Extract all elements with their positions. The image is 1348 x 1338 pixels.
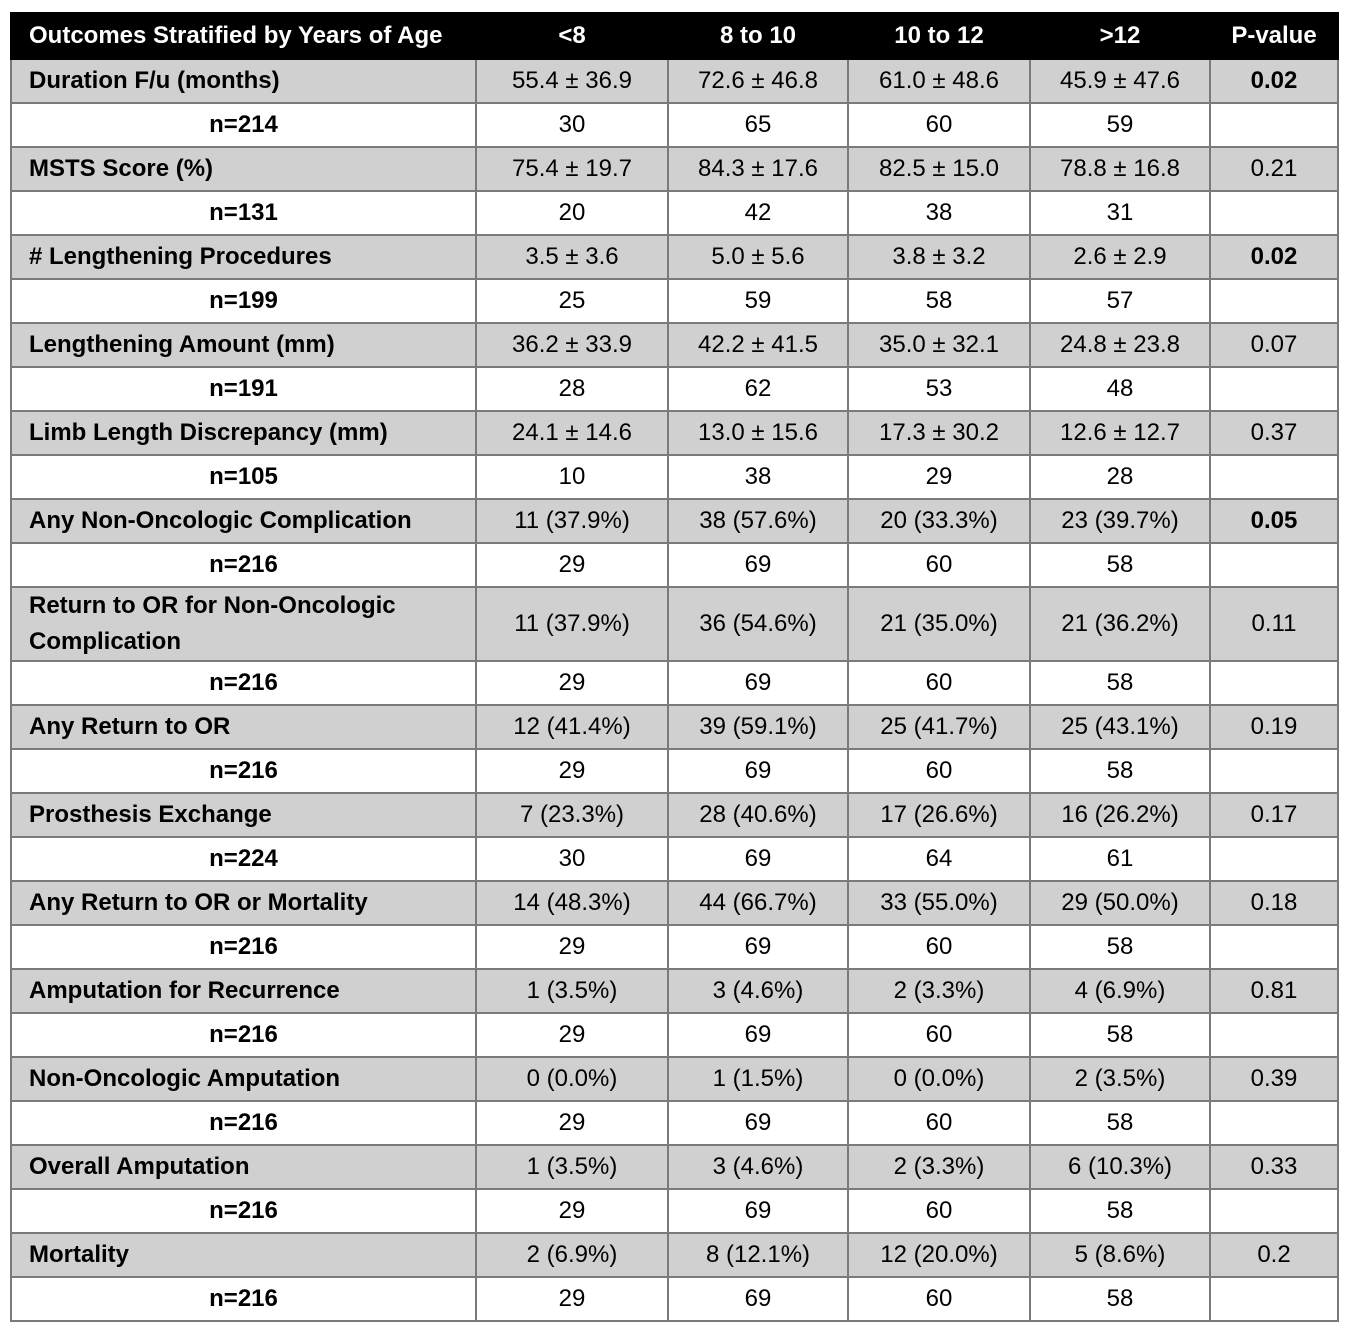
count-value: 25 — [476, 279, 668, 323]
count-value: 62 — [668, 367, 848, 411]
outcome-value: 38 (57.6%) — [668, 499, 848, 543]
count-value: 58 — [1030, 925, 1210, 969]
count-row — [11, 661, 1338, 705]
count-value: 69 — [668, 1013, 848, 1057]
pvalue-cell: 0.37 — [1210, 411, 1338, 455]
count-value: 59 — [668, 279, 848, 323]
outcome-value: 45.9 ± 47.6 — [1030, 59, 1210, 103]
sample-size-label: n=214 — [11, 103, 476, 147]
count-value: 29 — [476, 1277, 668, 1321]
pvalue-cell: 0.02 — [1210, 59, 1338, 103]
outcome-value: 20 (33.3%) — [848, 499, 1030, 543]
outcome-value: 1 (3.5%) — [476, 969, 668, 1013]
outcome-row — [11, 969, 1338, 1013]
count-value: 29 — [476, 1013, 668, 1057]
outcome-row — [11, 59, 1338, 103]
empty-pvalue-cell — [1210, 1101, 1338, 1145]
outcome-value: 11 (37.9%) — [476, 499, 668, 543]
count-value: 29 — [476, 749, 668, 793]
sample-size-label: n=191 — [11, 367, 476, 411]
outcome-label: Any Return to OR or Mortality — [11, 881, 476, 925]
outcome-label: Duration F/u (months) — [11, 59, 476, 103]
outcome-value: 25 (43.1%) — [1030, 705, 1210, 749]
outcome-value: 17.3 ± 30.2 — [848, 411, 1030, 455]
outcome-row — [11, 411, 1338, 455]
outcome-row — [11, 147, 1338, 191]
count-value: 69 — [668, 1101, 848, 1145]
header-title: Outcomes Stratified by Years of Age — [11, 13, 476, 59]
outcome-value: 44 (66.7%) — [668, 881, 848, 925]
sample-size-label: n=224 — [11, 837, 476, 881]
pvalue-cell: 0.02 — [1210, 235, 1338, 279]
sample-size-label: n=105 — [11, 455, 476, 499]
outcome-label: Non-Oncologic Amputation — [11, 1057, 476, 1101]
outcome-label: Limb Length Discrepancy (mm) — [11, 411, 476, 455]
empty-pvalue-cell — [1210, 103, 1338, 147]
empty-pvalue-cell — [1210, 925, 1338, 969]
table-header — [11, 13, 1338, 59]
empty-pvalue-cell — [1210, 837, 1338, 881]
count-value: 61 — [1030, 837, 1210, 881]
outcome-row — [11, 1233, 1338, 1277]
header-col-8-to-10: 8 to 10 — [668, 13, 848, 59]
outcome-value: 84.3 ± 17.6 — [668, 147, 848, 191]
empty-pvalue-cell — [1210, 455, 1338, 499]
outcome-value: 82.5 ± 15.0 — [848, 147, 1030, 191]
outcome-value: 33 (55.0%) — [848, 881, 1030, 925]
count-value: 30 — [476, 103, 668, 147]
outcome-value: 55.4 ± 36.9 — [476, 59, 668, 103]
outcome-value: 2 (3.3%) — [848, 1145, 1030, 1189]
outcome-row — [11, 499, 1338, 543]
outcomes-table — [10, 12, 1339, 1322]
outcome-row — [11, 1057, 1338, 1101]
count-value: 58 — [1030, 1101, 1210, 1145]
outcome-row — [11, 793, 1338, 837]
count-row — [11, 279, 1338, 323]
count-value: 59 — [1030, 103, 1210, 147]
outcome-label: Any Non-Oncologic Complication — [11, 499, 476, 543]
count-value: 29 — [476, 543, 668, 587]
count-value: 64 — [848, 837, 1030, 881]
empty-pvalue-cell — [1210, 1189, 1338, 1233]
count-value: 57 — [1030, 279, 1210, 323]
outcome-value: 5 (8.6%) — [1030, 1233, 1210, 1277]
empty-pvalue-cell — [1210, 367, 1338, 411]
count-value: 28 — [476, 367, 668, 411]
outcome-value: 23 (39.7%) — [1030, 499, 1210, 543]
outcome-label: MSTS Score (%) — [11, 147, 476, 191]
outcome-value: 17 (26.6%) — [848, 793, 1030, 837]
outcome-value: 0 (0.0%) — [848, 1057, 1030, 1101]
sample-size-label: n=216 — [11, 1189, 476, 1233]
pvalue-cell: 0.05 — [1210, 499, 1338, 543]
count-row — [11, 749, 1338, 793]
count-value: 48 — [1030, 367, 1210, 411]
sample-size-label: n=216 — [11, 749, 476, 793]
count-value: 29 — [848, 455, 1030, 499]
count-value: 60 — [848, 103, 1030, 147]
outcome-value: 0 (0.0%) — [476, 1057, 668, 1101]
count-value: 58 — [1030, 1277, 1210, 1321]
outcome-value: 29 (50.0%) — [1030, 881, 1210, 925]
empty-pvalue-cell — [1210, 1277, 1338, 1321]
count-value: 69 — [668, 837, 848, 881]
count-value: 65 — [668, 103, 848, 147]
outcome-value: 24.8 ± 23.8 — [1030, 323, 1210, 367]
outcome-value: 61.0 ± 48.6 — [848, 59, 1030, 103]
outcome-value: 72.6 ± 46.8 — [668, 59, 848, 103]
count-row — [11, 543, 1338, 587]
count-value: 69 — [668, 661, 848, 705]
outcome-value: 3.8 ± 3.2 — [848, 235, 1030, 279]
count-row — [11, 455, 1338, 499]
count-row — [11, 837, 1338, 881]
header-col-over-12: >12 — [1030, 13, 1210, 59]
outcome-label: # Lengthening Procedures — [11, 235, 476, 279]
outcome-value: 16 (26.2%) — [1030, 793, 1210, 837]
pvalue-cell: 0.18 — [1210, 881, 1338, 925]
outcome-value: 12.6 ± 12.7 — [1030, 411, 1210, 455]
outcome-label: Amputation for Recurrence — [11, 969, 476, 1013]
outcome-value: 3 (4.6%) — [668, 1145, 848, 1189]
outcome-value: 12 (41.4%) — [476, 705, 668, 749]
header-col-under-8: <8 — [476, 13, 668, 59]
outcome-value: 78.8 ± 16.8 — [1030, 147, 1210, 191]
outcome-value: 39 (59.1%) — [668, 705, 848, 749]
outcome-value: 21 (35.0%) — [848, 587, 1030, 661]
outcome-row — [11, 235, 1338, 279]
outcome-row — [11, 881, 1338, 925]
outcome-value: 13.0 ± 15.6 — [668, 411, 848, 455]
pvalue-cell: 0.39 — [1210, 1057, 1338, 1101]
outcome-label: Lengthening Amount (mm) — [11, 323, 476, 367]
outcome-value: 3 (4.6%) — [668, 969, 848, 1013]
sample-size-label: n=216 — [11, 925, 476, 969]
sample-size-label: n=199 — [11, 279, 476, 323]
outcome-row — [11, 705, 1338, 749]
count-value: 29 — [476, 661, 668, 705]
outcome-label: Prosthesis Exchange — [11, 793, 476, 837]
count-value: 29 — [476, 1101, 668, 1145]
count-value: 60 — [848, 1277, 1030, 1321]
outcome-value: 1 (3.5%) — [476, 1145, 668, 1189]
header-col-10-to-12: 10 to 12 — [848, 13, 1030, 59]
outcome-label: Any Return to OR — [11, 705, 476, 749]
count-value: 60 — [848, 1189, 1030, 1233]
outcome-value: 36 (54.6%) — [668, 587, 848, 661]
outcome-value: 12 (20.0%) — [848, 1233, 1030, 1277]
count-row — [11, 1013, 1338, 1057]
count-value: 69 — [668, 925, 848, 969]
pvalue-cell: 0.19 — [1210, 705, 1338, 749]
empty-pvalue-cell — [1210, 543, 1338, 587]
empty-pvalue-cell — [1210, 1013, 1338, 1057]
sample-size-label: n=216 — [11, 1277, 476, 1321]
count-value: 42 — [668, 191, 848, 235]
outcome-value: 21 (36.2%) — [1030, 587, 1210, 661]
outcome-value: 11 (37.9%) — [476, 587, 668, 661]
outcome-value: 28 (40.6%) — [668, 793, 848, 837]
count-row — [11, 925, 1338, 969]
outcome-row — [11, 323, 1338, 367]
sample-size-label: n=216 — [11, 661, 476, 705]
pvalue-cell: 0.11 — [1210, 587, 1338, 661]
outcome-label: Overall Amputation — [11, 1145, 476, 1189]
count-value: 60 — [848, 1101, 1030, 1145]
count-value: 58 — [1030, 543, 1210, 587]
pvalue-cell: 0.33 — [1210, 1145, 1338, 1189]
sample-size-label: n=216 — [11, 1013, 476, 1057]
count-value: 20 — [476, 191, 668, 235]
table-body — [11, 59, 1338, 1321]
pvalue-cell: 0.2 — [1210, 1233, 1338, 1277]
outcome-value: 5.0 ± 5.6 — [668, 235, 848, 279]
count-value: 58 — [1030, 1013, 1210, 1057]
count-row — [11, 1277, 1338, 1321]
count-value: 69 — [668, 543, 848, 587]
count-value: 60 — [848, 749, 1030, 793]
empty-pvalue-cell — [1210, 661, 1338, 705]
outcome-label: Return to OR for Non-Oncologic Complication — [11, 587, 476, 661]
count-value: 58 — [1030, 661, 1210, 705]
outcome-value: 2.6 ± 2.9 — [1030, 235, 1210, 279]
sample-size-label: n=216 — [11, 543, 476, 587]
header-pvalue: P-value — [1210, 13, 1338, 59]
outcome-value: 7 (23.3%) — [476, 793, 668, 837]
count-value: 69 — [668, 1277, 848, 1321]
pvalue-cell: 0.07 — [1210, 323, 1338, 367]
count-row — [11, 1101, 1338, 1145]
outcome-value: 6 (10.3%) — [1030, 1145, 1210, 1189]
count-value: 60 — [848, 661, 1030, 705]
count-value: 58 — [1030, 749, 1210, 793]
count-value: 29 — [476, 1189, 668, 1233]
empty-pvalue-cell — [1210, 749, 1338, 793]
count-value: 31 — [1030, 191, 1210, 235]
count-value: 60 — [848, 543, 1030, 587]
outcome-value: 24.1 ± 14.6 — [476, 411, 668, 455]
count-value: 58 — [1030, 1189, 1210, 1233]
outcome-value: 42.2 ± 41.5 — [668, 323, 848, 367]
outcome-value: 2 (6.9%) — [476, 1233, 668, 1277]
outcome-value: 14 (48.3%) — [476, 881, 668, 925]
count-value: 38 — [668, 455, 848, 499]
count-value: 60 — [848, 925, 1030, 969]
outcome-value: 25 (41.7%) — [848, 705, 1030, 749]
count-value: 69 — [668, 749, 848, 793]
sample-size-label: n=216 — [11, 1101, 476, 1145]
count-row — [11, 103, 1338, 147]
count-value: 53 — [848, 367, 1030, 411]
pvalue-cell: 0.81 — [1210, 969, 1338, 1013]
empty-pvalue-cell — [1210, 191, 1338, 235]
header-row — [11, 13, 1338, 59]
count-value: 60 — [848, 1013, 1030, 1057]
count-value: 28 — [1030, 455, 1210, 499]
outcome-row — [11, 1145, 1338, 1189]
count-value: 38 — [848, 191, 1030, 235]
count-row — [11, 191, 1338, 235]
outcome-value: 36.2 ± 33.9 — [476, 323, 668, 367]
count-row — [11, 1189, 1338, 1233]
outcome-value: 75.4 ± 19.7 — [476, 147, 668, 191]
count-value: 58 — [848, 279, 1030, 323]
outcome-row — [11, 587, 1338, 661]
outcome-value: 4 (6.9%) — [1030, 969, 1210, 1013]
outcome-value: 1 (1.5%) — [668, 1057, 848, 1101]
empty-pvalue-cell — [1210, 279, 1338, 323]
outcome-value: 8 (12.1%) — [668, 1233, 848, 1277]
outcome-value: 35.0 ± 32.1 — [848, 323, 1030, 367]
pvalue-cell: 0.21 — [1210, 147, 1338, 191]
sample-size-label: n=131 — [11, 191, 476, 235]
outcome-label: Mortality — [11, 1233, 476, 1277]
outcome-value: 2 (3.3%) — [848, 969, 1030, 1013]
outcome-value: 3.5 ± 3.6 — [476, 235, 668, 279]
outcome-value: 2 (3.5%) — [1030, 1057, 1210, 1101]
count-value: 29 — [476, 925, 668, 969]
pvalue-cell: 0.17 — [1210, 793, 1338, 837]
count-value: 69 — [668, 1189, 848, 1233]
count-row — [11, 367, 1338, 411]
count-value: 10 — [476, 455, 668, 499]
count-value: 30 — [476, 837, 668, 881]
